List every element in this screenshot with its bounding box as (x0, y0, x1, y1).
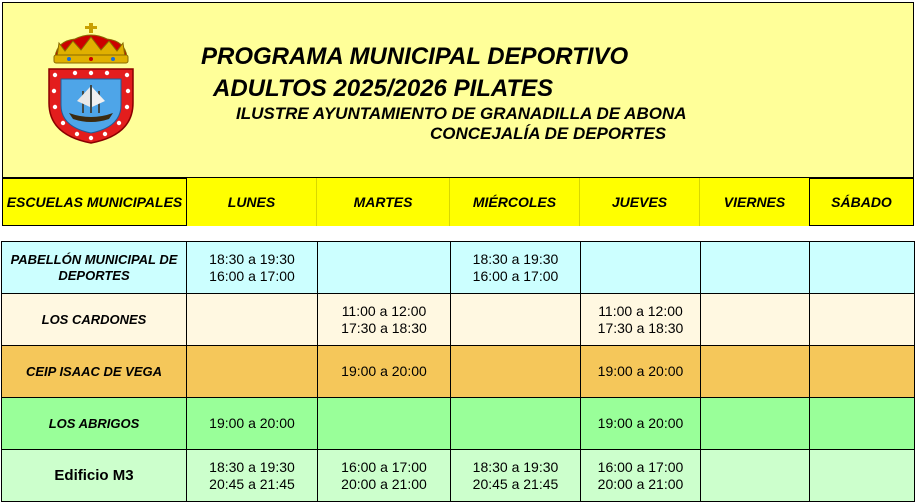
time-slot: 16:00 a 17:00 (472, 267, 559, 284)
schedule-cell (701, 398, 810, 450)
schedule-cell (581, 450, 701, 502)
schedule-cell (701, 294, 810, 346)
schedule-cell (701, 450, 810, 502)
time-slot: 20:45 a 21:45 (472, 475, 559, 492)
schedule-cell (187, 346, 318, 398)
schedule-cell (318, 450, 451, 502)
time-slot: 18:30 a 19:30 (209, 458, 295, 475)
time-slot: 20:00 a 21:00 (341, 475, 427, 492)
time-slot: 16:00 a 17:00 (209, 267, 295, 284)
schedule-cell (451, 242, 581, 294)
council-name: ILUSTRE AYUNTAMIENTO DE GRANADILLA DE ABONA (236, 104, 687, 123)
time-slot: 19:00 a 20:00 (597, 415, 684, 431)
venue-cell: Edificio M3 (2, 450, 187, 502)
schedule-cell (187, 294, 318, 346)
venue-cell: PABELLÓN MUNICIPAL DE DEPORTES (2, 242, 187, 294)
schedule-cell (451, 398, 581, 450)
schedule-cell (810, 242, 915, 294)
time-slot: 20:00 a 21:00 (597, 475, 684, 492)
time-slot: 18:30 a 19:30 (472, 250, 559, 267)
table-row (2, 450, 915, 502)
schedule-cell (810, 398, 915, 450)
schedule-cell (581, 398, 701, 450)
table-row (2, 346, 915, 398)
schedule-cell (701, 242, 810, 294)
time-slot: 11:00 a 12:00 (341, 302, 427, 319)
time-slot: 19:00 a 20:00 (341, 363, 427, 379)
time-slot: 20:45 a 21:45 (209, 475, 295, 492)
venue-cell: CEIP ISAAC DE VEGA (2, 346, 187, 398)
schedule-cell (187, 242, 318, 294)
table-row (2, 294, 915, 346)
day-header-tuesday: MARTES (317, 178, 450, 226)
day-header-row (2, 178, 914, 226)
schedule-cell (810, 346, 915, 398)
time-slot: 16:00 a 17:00 (597, 458, 684, 475)
table-row (2, 398, 915, 450)
venue-column-header: ESCUELAS MUNICIPALES (2, 178, 187, 226)
header-banner (2, 2, 914, 178)
schedule-cell (451, 450, 581, 502)
coat-of-arms-icon (45, 23, 137, 145)
time-slot: 17:30 a 18:30 (597, 319, 684, 336)
day-header-saturday: SÁBADO (809, 178, 914, 226)
table-row (2, 242, 915, 294)
time-slot: 18:30 a 19:30 (209, 250, 295, 267)
schedule-cell (187, 398, 318, 450)
time-slot: 17:30 a 18:30 (341, 319, 427, 336)
schedule-cell (581, 294, 701, 346)
schedule-table (1, 241, 915, 502)
time-slot: 11:00 a 12:00 (598, 302, 683, 319)
schedule-cell (701, 346, 810, 398)
schedule-cell (187, 450, 318, 502)
schedule-cell (581, 242, 701, 294)
schedule-cell (451, 346, 581, 398)
schedule-cell (318, 398, 451, 450)
schedule-cell (810, 450, 915, 502)
schedule-cell (581, 346, 701, 398)
venue-cell: LOS ABRIGOS (2, 398, 187, 450)
venue-cell: LOS CARDONES (2, 294, 187, 346)
day-header-monday: LUNES (187, 178, 317, 226)
time-slot: 16:00 a 17:00 (341, 458, 427, 475)
schedule-cell (451, 294, 581, 346)
program-title: PROGRAMA MUNICIPAL DEPORTIVO (201, 43, 629, 70)
schedule-cell (318, 294, 451, 346)
schedule-cell (810, 294, 915, 346)
time-slot: 19:00 a 20:00 (597, 363, 684, 379)
department-name: CONCEJALÍA DE DEPORTES (430, 124, 667, 143)
day-header-friday: VIERNES (700, 178, 809, 226)
schedule-cell (318, 346, 451, 398)
day-header-thursday: JUEVES (580, 178, 700, 226)
program-subtitle: ADULTOS 2025/2026 PILATES (213, 75, 554, 102)
schedule-cell (318, 242, 451, 294)
time-slot: 18:30 a 19:30 (472, 458, 559, 475)
day-header-wednesday: MIÉRCOLES (450, 178, 580, 226)
time-slot: 19:00 a 20:00 (209, 415, 295, 431)
